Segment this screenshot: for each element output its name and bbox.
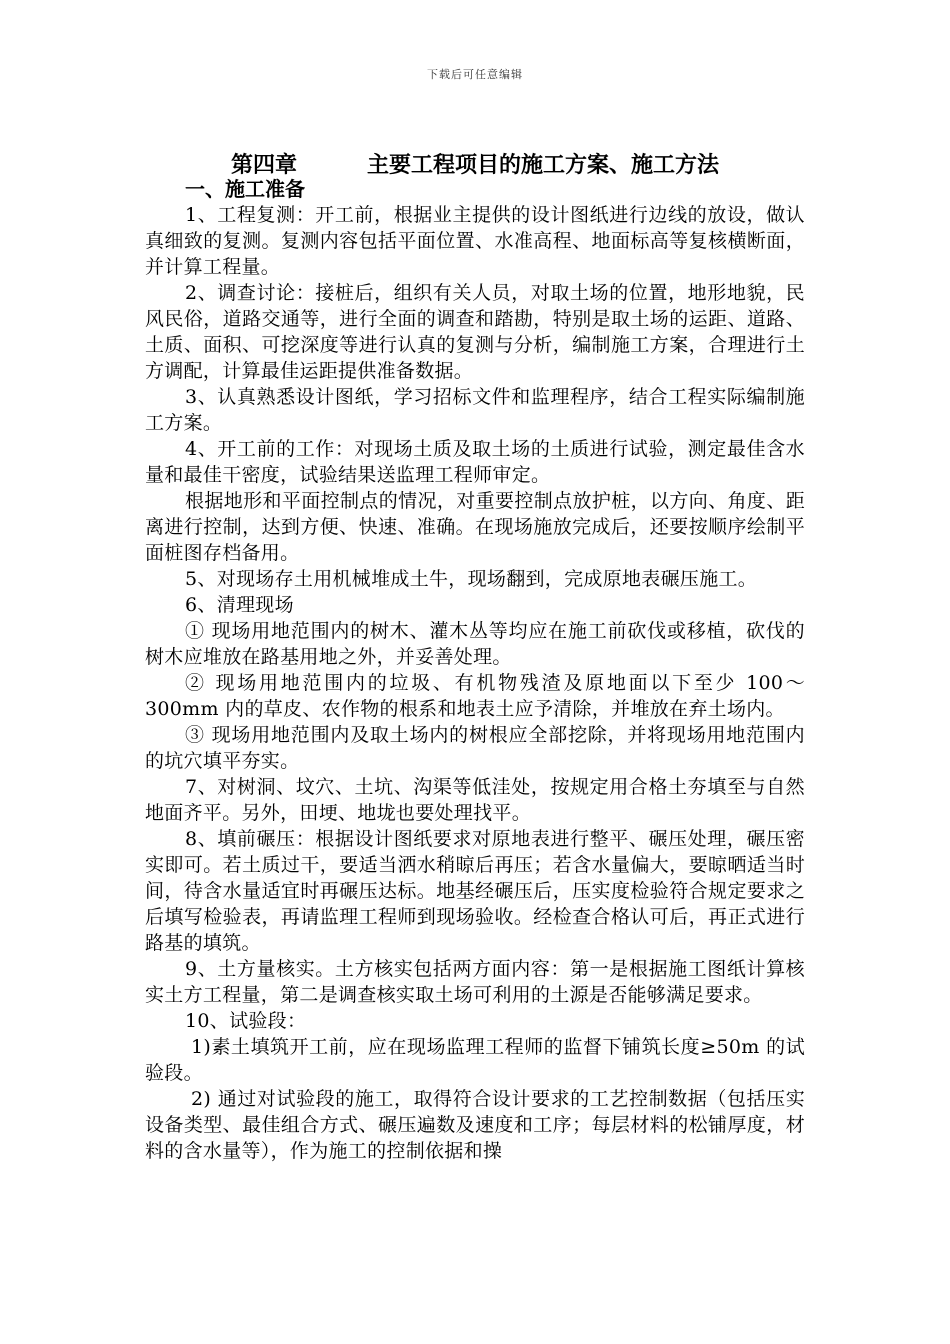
paragraph: 6、清理现场	[185, 594, 294, 616]
paragraph: 9、土方量核实。土方核实包括两方面内容：第一是根据施工图纸计算核实土方工程量，第二是调查核实取土场可利用的土源是否能够满足要求。	[145, 958, 805, 1006]
paragraph: ② 现场用地范围内的垃圾、有机物残渣及原地面以下至少 100～300mm 内的草皮、农作物的根系和地表土应予清除，并堆放在弃土场内。	[145, 672, 805, 720]
paragraph: 根据地形和平面控制点的情况，对重要控制点放护桩，以方向、角度、距离进行控制，达到方便、快速、准确。在现场施放完成后，还要按顺序绘制平面桩图存档备用。	[145, 490, 805, 564]
paragraph: 3、认真熟悉设计图纸，学习招标文件和监理程序，结合工程实际编制施工方案。	[145, 386, 805, 434]
paragraph: 2、调查讨论：接桩后，组织有关人员，对取土场的位置，地形地貌，民风民俗，道路交通等，进行全面的调查和踏勘，特别是取土场的运距、道路、土质、面积、可挖深度等进行认真的复测与分析，编制施工方案，合理进行土方调配，计算最佳运距提供准备数据。	[145, 282, 805, 382]
paragraph: 8、填前碾压：根据设计图纸要求对原地表进行整平、碾压处理，碾压密实即可。若土质过干，要适当洒水稍晾后再压；若含水量偏大，要晾晒适当时间，待含水量适宜时再碾压达标。地基经碾压后，压实度检验符合规定要求之后填写检验表，再请监理工程师到现场验收。经检查合格认可后，再正式进行路基的填筑。	[145, 828, 805, 954]
document-body	[145, 176, 805, 1164]
chapter-title	[0, 148, 950, 179]
paragraph: 10、试验段：	[185, 1010, 307, 1032]
section-heading: 一、施工准备	[185, 177, 305, 201]
chapter-heading: 主要工程项目的施工方案、施工方法	[367, 152, 720, 178]
paragraph: ③ 现场用地范围内及取土场内的树根应全部挖除，并将现场用地范围内的坑穴填平夯实。	[145, 724, 805, 772]
paragraph: 5、对现场存土用机械堆成土牛，现场翻到，完成原地表碾压施工。	[185, 568, 758, 590]
chapter-number: 第四章	[230, 152, 297, 178]
page-header: 下载后可任意编辑	[427, 68, 523, 81]
paragraph: 7、对树洞、坟穴、土坑、沟渠等低洼处，按规定用合格土夯填至与自然地面齐平。另外，田埂、地垅也要处理找平。	[145, 776, 805, 824]
paragraph: 4、开工前的工作：对现场土质及取土场的土质进行试验，测定最佳含水量和最佳干密度，试验结果送监理工程师审定。	[145, 438, 805, 486]
paragraph: 1)素土填筑开工前，应在现场监理工程师的监督下铺筑长度≥50m 的试验段。	[145, 1036, 805, 1084]
paragraph: 1、工程复测：开工前，根据业主提供的设计图纸进行边线的放设，做认真细致的复测。复测内容包括平面位置、水准高程、地面标高等复核横断面，并计算工程量。	[145, 204, 805, 278]
paragraph: 2) 通过对试验段的施工，取得符合设计要求的工艺控制数据（包括压实设备类型、最佳组合方式、碾压遍数及速度和工序；每层材料的松铺厚度，材料的含水量等），作为施工的控制依据和操	[145, 1088, 805, 1162]
paragraph: ① 现场用地范围内的树木、灌木丛等均应在施工前砍伐或移植，砍伐的树木应堆放在路基用地之外，并妥善处理。	[145, 620, 805, 668]
